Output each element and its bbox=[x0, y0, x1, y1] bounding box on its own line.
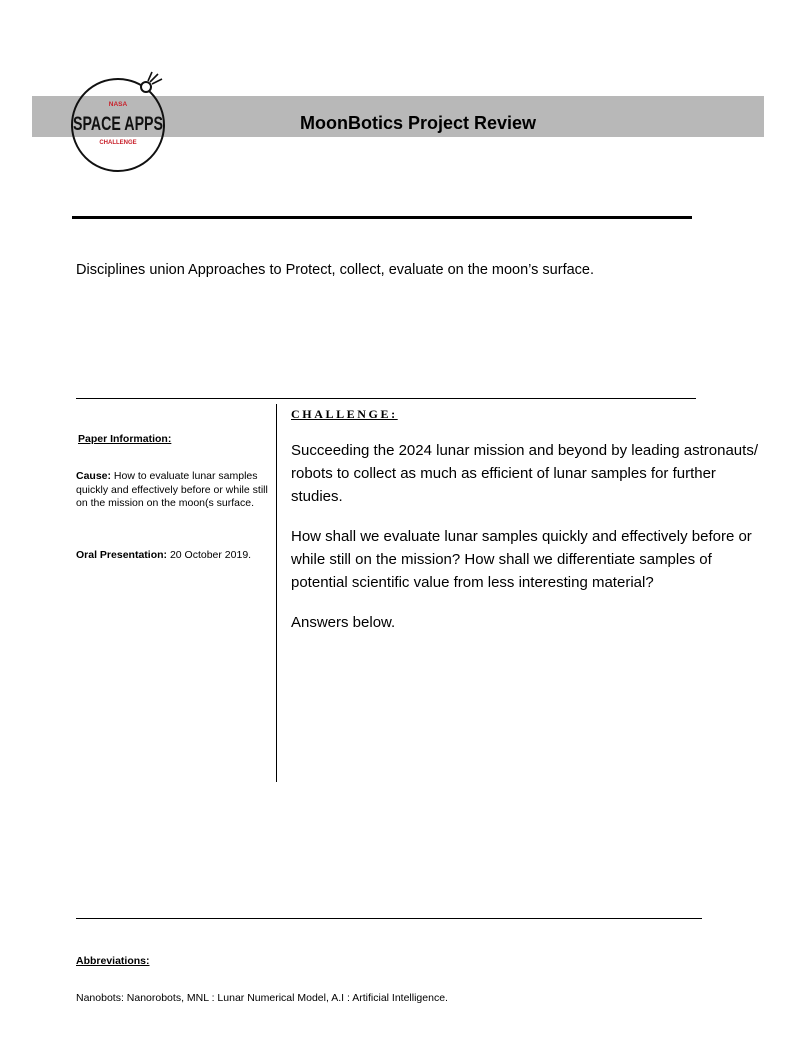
challenge-paragraph-2: How shall we evaluate lunar samples quickly and effectively before or while still on the mission? How shall we differentiate samples of potential scientific value from less interesting material? bbox=[291, 528, 752, 591]
paper-info-heading bbox=[78, 433, 272, 447]
challenge-heading: CHALLENGE: bbox=[291, 407, 398, 421]
challenge-paragraph-1: Succeeding the 2024 lunar mission and beyond by leading astronauts/ robots to collect as much as efficient of lunar samples for further studies. bbox=[291, 442, 758, 505]
cause-text: How to evaluate lunar samples quickly and effectively before or while still on the mission on the moon(s surface. bbox=[76, 470, 268, 509]
title-divider bbox=[72, 216, 692, 219]
cause-block bbox=[76, 470, 270, 511]
section-divider-top bbox=[76, 398, 696, 399]
page-title: MoonBotics Project Review bbox=[300, 113, 537, 133]
space-apps-logo bbox=[68, 70, 173, 175]
column-divider bbox=[276, 404, 277, 782]
oral-label: Oral Presentation: bbox=[76, 549, 168, 561]
paper-info-heading-text: Paper Information: bbox=[78, 433, 172, 445]
oral-text: 20 October 2019. bbox=[167, 549, 252, 561]
challenge-paragraph-3: Answers below. bbox=[291, 614, 396, 631]
oral-presentation-block bbox=[76, 549, 270, 563]
logo-top-text: NASA bbox=[108, 101, 128, 108]
logo-main-text: SPACE APPS bbox=[73, 114, 163, 135]
abbreviations-text: Nanobots: Nanorobots, MNL : Lunar Numerical Model, A.I : Artificial Intelligence. bbox=[76, 992, 448, 1004]
abbreviations-heading: Abbreviations: bbox=[76, 955, 150, 967]
logo-bottom-text: CHALLENGE bbox=[99, 140, 137, 146]
subtitle: Disciplines union Approaches to Protect, collect, evaluate on the moon’s surface. bbox=[76, 262, 594, 278]
cause-label: Cause: bbox=[76, 470, 112, 482]
section-divider-bottom bbox=[76, 918, 702, 919]
